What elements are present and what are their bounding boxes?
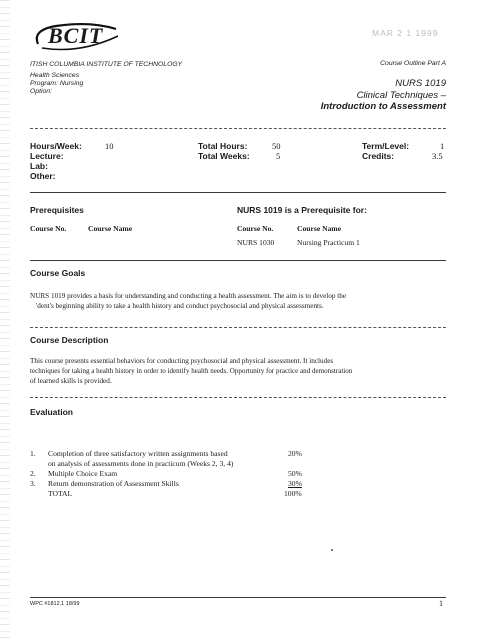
eval-total-label: TOTAL (48, 489, 73, 498)
logo-text: BCIT (48, 23, 104, 48)
header-divider (30, 128, 446, 129)
scan-dot (331, 549, 333, 551)
description-divider (30, 397, 446, 398)
footer-divider (30, 597, 446, 598)
eval-item-text: Completion of three satisfactory written assignments based (48, 449, 228, 458)
hours-week-value: 10 (105, 141, 114, 151)
total-weeks-value: 5 (276, 151, 281, 161)
total-hours-label: Total Hours: (198, 141, 248, 151)
description-line1: This course presents essential behaviors for conducting psychosocial and physical assessment. It includes (30, 357, 334, 365)
term-level-label: Term/Level: (362, 141, 410, 151)
credits-value: 3.5 (432, 151, 443, 161)
program-line: Program: Nursing (30, 80, 84, 87)
total-weeks-label: Total Weeks: (198, 151, 250, 161)
prerequisites-title: Prerequisites (30, 205, 84, 215)
institute-name: ITISH COLUMBIA INSTITUTE OF TECHNOLOGY (30, 61, 183, 68)
is-prerequisite-title: NURS 1019 is a Prerequisite for: (237, 205, 367, 215)
eval-item-number: 1. (30, 449, 36, 458)
goals-line1: NURS 1019 provides a basis for understanding and conducting a health assessment. The aim is to develop the (30, 292, 347, 300)
eval-item-number: 3. (30, 479, 36, 488)
footer-code: WPC #1812.1 18/99 (30, 601, 80, 607)
eval-item-text-cont: on analysis of assessments done in practicum (Weeks 2, 3, 4) (48, 459, 234, 468)
course-code: NURS 1019 (395, 78, 446, 89)
hours-divider (30, 192, 446, 193)
hours-week-label: Hours/Week: (30, 141, 82, 151)
received-stamp: MAR 2 1 1999 (372, 28, 439, 38)
next-col-no: Course No. (237, 224, 274, 233)
prereq-divider (30, 260, 446, 261)
total-hours-value: 50 (272, 141, 281, 151)
term-level-value: 1 (440, 141, 445, 151)
bcit-logo (28, 20, 124, 52)
eval-total-percent: 100% (284, 489, 302, 498)
description-line2: techniques for taking a health history in order to identify health needs. Opportunity for practice and demonstration (30, 367, 353, 375)
next-course-name: Nursing Practicum 1 (297, 238, 360, 247)
description-line3: of learned skills is provided. (30, 377, 112, 385)
school-health-sciences: Health Sciences (30, 72, 80, 79)
course-description-title: Course Description (30, 335, 109, 345)
eval-item-text: Return demonstration of Assessment Skills (48, 479, 179, 488)
eval-item-percent: 50% (288, 469, 302, 478)
eval-item-number: 2. (30, 469, 36, 478)
credits-label: Credits: (362, 151, 395, 161)
page-number: 1 (439, 599, 443, 608)
prereq-col-name: Course Name (88, 224, 133, 233)
prereq-col-no: Course No. (30, 224, 67, 233)
evaluation-title: Evaluation (30, 407, 73, 417)
eval-item-text: Multiple Choice Exam (48, 469, 118, 478)
next-col-name: Course Name (297, 224, 342, 233)
outline-label: Course Outline Part A (380, 60, 446, 67)
goals-line2: 'dent's beginning ability to take a health history and conduct psychosocial and physical assessments. (36, 302, 324, 310)
other-label: Other: (30, 171, 56, 181)
next-course-no: NURS 1030 (237, 238, 275, 247)
lecture-label: Lecture: (30, 151, 64, 161)
eval-item-percent: 30% (288, 479, 302, 488)
course-title-line2: Introduction to Assessment (320, 101, 446, 112)
goals-divider (30, 327, 446, 328)
lab-label: Lab: (30, 161, 48, 171)
course-title-line1: Clinical Techniques – (356, 90, 446, 101)
eval-item-percent: 20% (288, 449, 302, 458)
option-line: Option: (30, 88, 52, 95)
course-goals-title: Course Goals (30, 268, 86, 278)
scan-edge-noise (0, 0, 10, 644)
